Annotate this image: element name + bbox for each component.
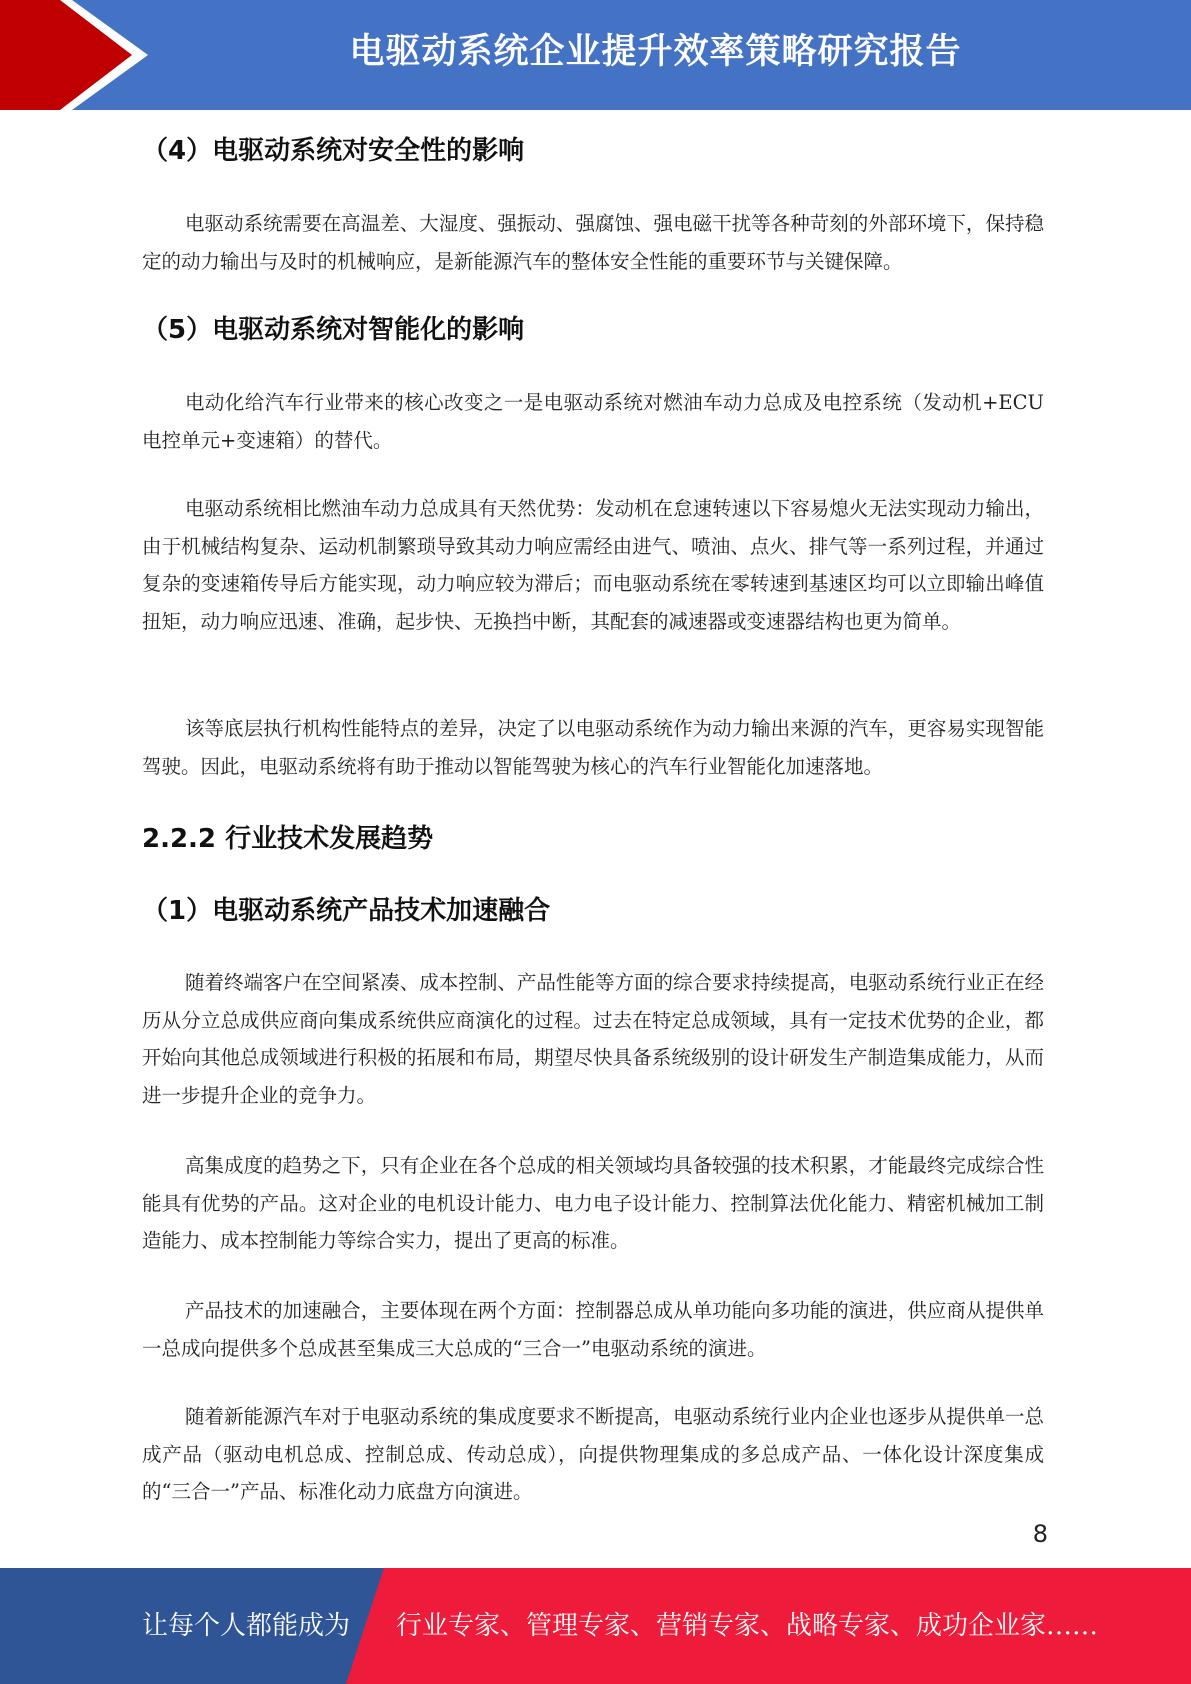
footer-slogan-left: 让每个人都能成为 (142, 1611, 351, 1641)
paragraph: 产品技术的加速融合，主要体现在两个方面：控制器总成从单功能向多功能的演进，供应商从提供单一总成向提供多个总成甚至集成三大总成的“三合一”电驱动系统的演进。 (142, 1299, 1044, 1360)
header-chevron-decoration (0, 0, 160, 110)
paragraph: 随着终端客户在空间紧凑、成本控制、产品性能等方面的综合要求持续提高，电驱动系统行业正在经历从分立总成供应商向集成系统供应商演化的过程。过去在特定总成领域，具有一定技术优势的企业，都开始向其他总成领域进行积极的拓展和布局，期望尽快具备系统级别的设计研发生产制造集成能力，从而进一步提升企业的竞争力。 (142, 971, 1044, 1107)
paragraph: 随着新能源汽车对于电驱动系统的集成度要求不断提高，电驱动系统行业内企业也逐步从提供单一总成产品（驱动电机总成、控制总成、传动总成），向提供物理集成的多总成产品、一体化设计深度集成的“三合一”产品、标准化动力底盘方向演进。 (142, 1405, 1044, 1503)
report-title: 电驱动系统企业提升效率策略研究报告 (349, 32, 962, 72)
heading-tech-fusion: （1）电驱动系统产品技术加速融合 (142, 896, 551, 926)
paragraph: 高集成度的趋势之下，只有企业在各个总成的相关领域均具备较强的技术积累，才能最终完成综合性能具有优势的产品。这对企业的电机设计能力、电力电子设计能力、控制算法优化能力、精密机械加工制造能力、成本控制能力等综合实力，提出了更高的标准。 (142, 1154, 1044, 1252)
paragraph: 该等底层执行机构性能特点的差异，决定了以电驱动系统作为动力输出来源的汽车，更容易实现智能驾驶。因此，电驱动系统将有助于推动以智能驾驶为核心的汽车行业智能化加速落地。 (142, 717, 1044, 778)
footer-banner (0, 1568, 1191, 1684)
heading-safety-impact: （4）电驱动系统对安全性的影响 (142, 136, 525, 166)
footer-slogan-right: 行业专家、管理专家、营销专家、战略专家、成功企业家…… (396, 1611, 1099, 1641)
page-number: 8 (1032, 1520, 1048, 1548)
paragraph: 电驱动系统相比燃油车动力总成具有天然优势：发动机在怠速转速以下容易熄火无法实现动力输出，由于机械结构复杂、运动机制繁琐导致其动力响应需经由进气、喷油、点火、排气等一系列过程，并通过复杂的变速箱传导后方能实现，动力响应较为滞后；而电驱动系统在零转速到基速区均可以立即输出峰值扭矩，动力响应迅速、准确，起步快、无换挡中断，其配套的减速器或变速器结构也更为简单。 (142, 497, 1044, 633)
heading-section-2-2-2: 2.2.2 行业技术发展趋势 (142, 824, 434, 854)
paragraph: 电驱动系统需要在高温差、大湿度、强振动、强腐蚀、强电磁干扰等各种苛刻的外部环境下，保持稳定的动力输出与及时的机械响应，是新能源汽车的整体安全性能的重要环节与关键保障。 (142, 212, 1044, 273)
paragraph: 电动化给汽车行业带来的核心改变之一是电驱动系统对燃油车动力总成及电控系统（发动机+ECU 电控单元+变速箱）的替代。 (142, 391, 1044, 452)
heading-intelligence-impact: （5）电驱动系统对智能化的影响 (142, 315, 525, 345)
header-banner (0, 0, 1191, 110)
